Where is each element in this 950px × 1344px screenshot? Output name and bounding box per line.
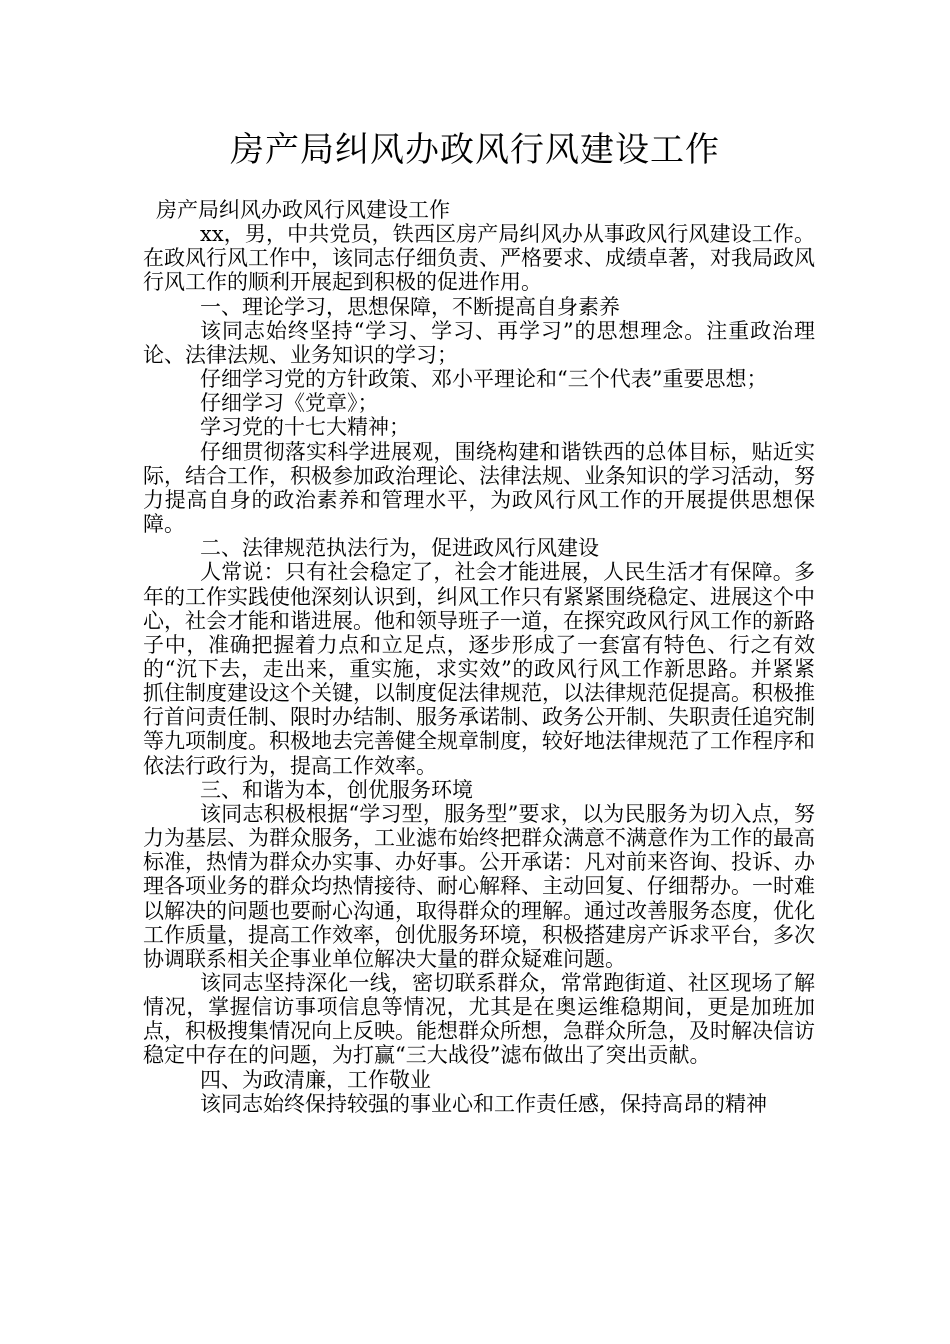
document-subtitle: 房产局纠风办政风行风建设工作 bbox=[156, 198, 450, 222]
body-paragraph: 该同志坚持深化一线，密切联系群众，常常跑街道、社区现场了解情况，掌握信访事项信息等情况，尤其是在奥运维稳期间，更是加班加点，积极搜集情况向上反映。能想群众所想，急群众所急，及时解决信访稳定中存在的问题，为打赢“三大战役”滤布做出了突出贡献。 bbox=[143, 971, 815, 1068]
body-paragraph: 二、法律规范执法行为，促进政风行风建设 bbox=[200, 536, 599, 561]
body-paragraph: 四、为政清廉，工作敬业 bbox=[200, 1067, 431, 1092]
body-paragraph: 仔细学习党的方针政策、邓小平理论和“三个代表”重要思想； bbox=[200, 367, 768, 392]
body-paragraph: 该同志积极根据“学习型，服务型”要求，以为民服务为切入点，努力为基层、为群众服务，工业滤布始终把群众满意不满意作为工作的最高标准，热情为群众办实事、办好事。公开承诺：凡对前来咨询、投诉、办理各项业务的群众均热情接待、耐心解释、主动回复、仔细帮办。一时难以解决的问题也要耐心沟通，取得群众的理解。通过改善服务态度，优化工作质量，提高工作效率，创优服务环境，积极搭建房产诉求平台，多次协调联系相关企事业单位解决大量的群众疑难问题。 bbox=[143, 801, 815, 971]
body-paragraph: 仔细贯彻落实科学进展观，围绕构建和谐铁西的总体目标，贴近实际，结合工作，积极参加政治理论、法律法规、业条知识的学习活动，努力提高自身的政治素养和管理水平，为政风行风工作的开展提供思想保障。 bbox=[143, 439, 815, 537]
body-paragraph: 仔细学习《党章》； bbox=[200, 391, 379, 416]
body-paragraph: 三、和谐为本，创优服务环境 bbox=[200, 777, 473, 802]
body-paragraph: xx，男，中共党员，铁西区房产局纠风办从事政风行风建设工作。在政风行风工作中，该同志仔细负责、严格要求、成绩卓著，对我局政风行风工作的顺利开展起到积极的促进作用。 bbox=[143, 222, 815, 295]
document-body bbox=[143, 198, 815, 1116]
body-paragraph: 该同志始终保持较强的事业心和工作责任感，保持高昂的精神 bbox=[200, 1091, 767, 1116]
document-title: 房产局纠风办政风行风建设工作 bbox=[230, 130, 720, 170]
body-paragraph: 一、理论学习，思想保障，不断提高自身素养 bbox=[200, 294, 620, 319]
body-paragraph: 学习党的十七大精神； bbox=[200, 415, 410, 440]
body-paragraph: 人常说：只有社会稳定了，社会才能进展，人民生活才有保障。多年的工作实践使他深刻认识到，纠风工作只有紧紧围绕稳定、进展这个中心，社会才能和谐进展。他和领导班子一道，在探究政风行风工作的新路子中，准确把握着力点和立足点，逐步形成了一套富有特色、行之有效的“沉下去，走出来，重实施，求实效”的政风行风工作新思路。并紧紧抓住制度建设这个关键，以制度促法律规范，以法律规范促提高。积极推行首问责任制、限时办结制、服务承诺制、政务公开制、失职责任追究制等九项制度。积极地去完善健全规章制度，较好地法律规范了工作程序和依法行政行为，提高工作效率。 bbox=[143, 560, 815, 778]
body-paragraph: 该同志始终坚持“学习、学习、再学习”的思想理念。注重政治理论、法律法规、业务知识的学习； bbox=[143, 318, 815, 367]
